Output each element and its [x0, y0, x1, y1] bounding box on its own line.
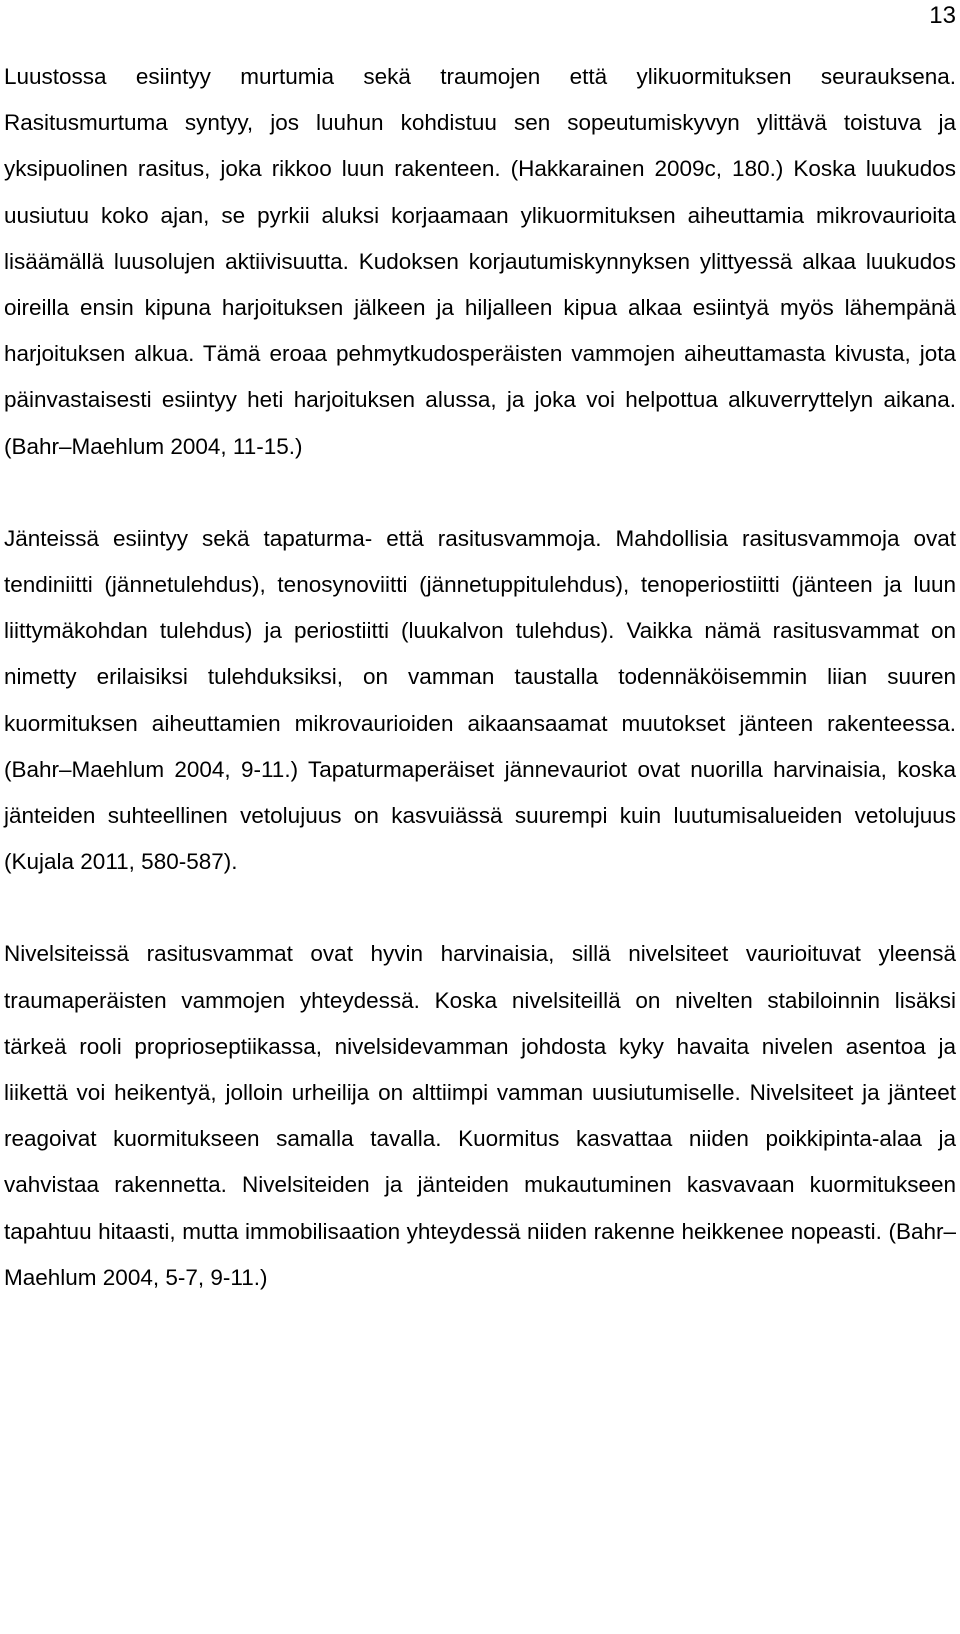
paragraph-spacer: [4, 470, 956, 516]
paragraph-tendon-injuries: Jänteissä esiintyy sekä tapaturma- että rasitusvammoja. Mahdollisia rasitusvammoja ovat tendiniitti (jännetulehdus), tenosynoviitti (jännetuppitulehdus), tenoperiostiitti (jänteen ja luun liittymäkohdan tulehdus) ja periostiitti (luukalvon tulehdus). Vaikka nämä rasitusvammat on nimetty erilaisiksi tulehduksiksi, on vamman taustalla todennäköisemmin liian suuren kuormituksen aiheuttamien mikrovaurioiden aikaansaamat muutokset jänteen rakenteessa. (Bahr–Maehlum 2004, 9-11.) Tapaturmaperäiset jännevauriot ovat nuorilla harvinaisia, koska jänteiden suhteellinen vetolujuus on kasvuiässä suurempi kuin luutumisalueiden vetolujuus (Kujala 2011, 580-587).: [4, 525, 956, 875]
paragraph-spacer: [4, 885, 956, 931]
paragraph-ligament-injuries: Nivelsiteissä rasitusvammat ovat hyvin harvinaisia, sillä nivelsiteet vaurioituvat yleensä traumaperäisten vammojen yhteydessä. Koska nivelsiteillä on nivelten stabiloinnin lisäksi tärkeä rooli proprioseptiikassa, nivelsidevamman johdosta kyky havaita nivelen asentoa ja liikettä voi heikentyä, jolloin urheilija on alttiimpi vamman uusiutumiselle. Nivelsiteet ja jänteet reagoivat kuormitukseen samalla tavalla. Kuormitus kasvattaa niiden poikkipinta-alaa ja vahvistaa rakennetta. Nivelsiteiden ja jänteiden mukautuminen kasvavaan kuormitukseen tapahtuu hitaasti, mutta immobilisaation yhteydessä niiden rakenne heikkenee nopeasti. (Bahr–Maehlum 2004, 5-7, 9-11.): [4, 941, 956, 1290]
document-body: [4, 54, 956, 1301]
paragraph-bone-injuries: Luustossa esiintyy murtumia sekä traumojen että ylikuormituksen seurauksena. Rasitusmurtuma syntyy, jos luuhun kohdistuu sen sopeutumiskyvyn ylittävä toistuva ja yksipuolinen rasitus, joka rikkoo luun rakenteen. (Hakkarainen 2009c, 180.) Koska luukudos uusiutuu koko ajan, se pyrkii aluksi korjaamaan ylikuormituksen aiheuttamia mikrovaurioita lisäämällä luusolujen aktiivisuutta. Kudoksen korjautumiskynnyksen ylittyessä alkaa luukudos oireilla ensin kipuna harjoituksen jälkeen ja hiljalleen kipua alkaa esiintyä myös lähempänä harjoituksen alkua. Tämä eroaa pehmytkudosperäisten vammojen aiheuttamasta kivusta, jota päinvastaisesti esiintyy heti harjoituksen alussa, ja joka voi helpottua alkuverryttelyn aikana. (Bahr–Maehlum 2004, 11-15.): [4, 64, 956, 459]
page-number: 13: [929, 2, 956, 29]
